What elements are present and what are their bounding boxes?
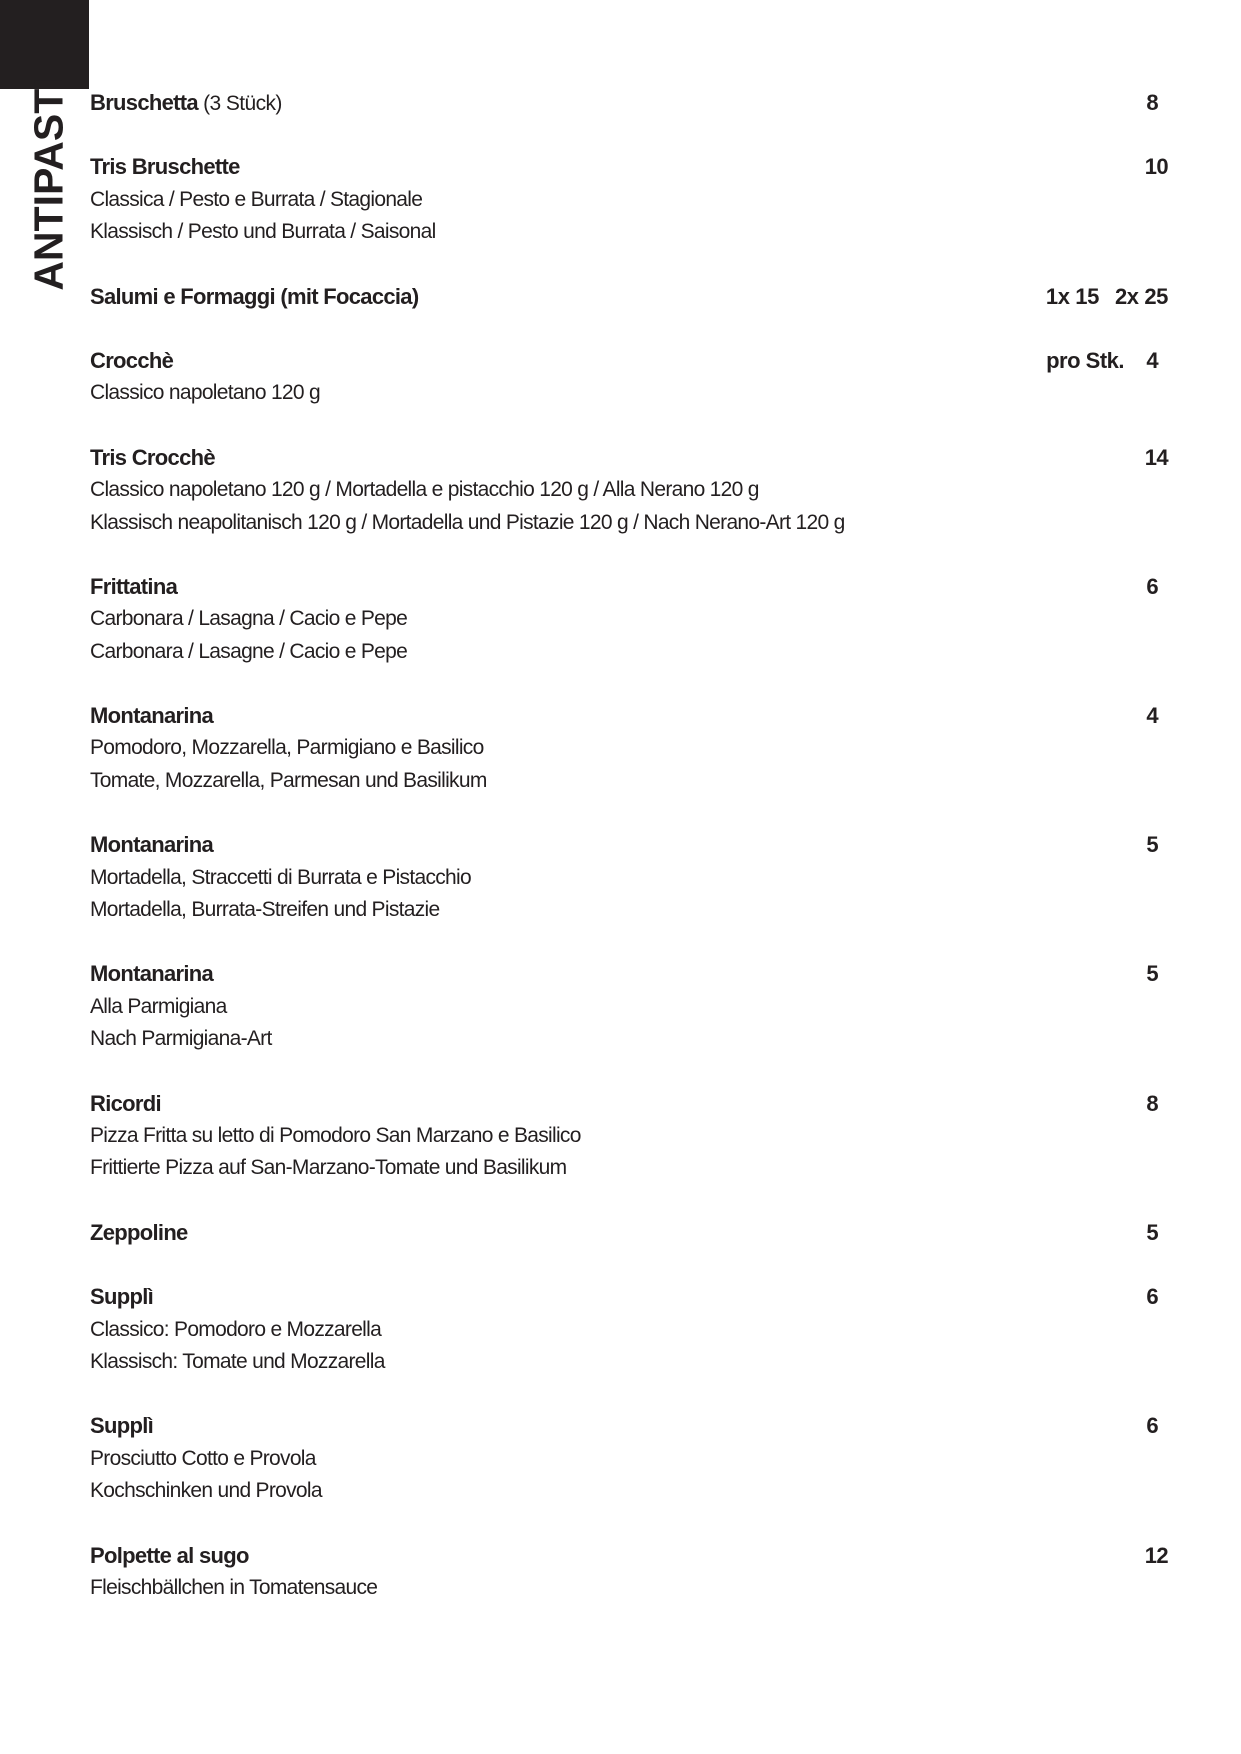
- menu-item: [90, 87, 1170, 119]
- item-price: 8: [1146, 1090, 1158, 1116]
- menu-item: [90, 700, 1170, 797]
- menu-item: [90, 958, 1170, 1055]
- menu-item: [90, 1281, 1170, 1378]
- menu-item: [90, 571, 1170, 668]
- item-description-de: Tomate, Mozzarella, Parmesan und Basilikum: [90, 768, 487, 792]
- item-description-de: Frittierte Pizza auf San-Marzano-Tomate und Basilikum: [90, 1156, 567, 1180]
- menu-item: [90, 442, 1170, 539]
- item-price-option: 1x 15: [1045, 283, 1099, 309]
- item-description-de: Klassisch: Tomate und Mozzarella: [90, 1349, 385, 1373]
- menu-item: [90, 1217, 1170, 1249]
- item-qualifier: (3 Stück): [197, 92, 282, 115]
- item-price: 4: [1146, 347, 1158, 373]
- item-name: Polpette al sugo: [90, 1542, 249, 1568]
- item-price-unit: pro Stk.: [1046, 347, 1124, 373]
- item-description-de: Klassisch / Pesto und Burrata / Saisonal: [90, 220, 436, 244]
- menu-item: [90, 151, 1170, 248]
- menu-item: [90, 1088, 1170, 1185]
- item-name: Ricordi: [90, 1090, 161, 1116]
- item-description-it: Classico napoletano 120 g / Mortadella e pistacchio 120 g / Alla Nerano 120 g: [90, 478, 759, 502]
- menu-item: [90, 829, 1170, 926]
- item-price: 8: [1146, 90, 1158, 115]
- item-name: Montanarina: [90, 832, 214, 858]
- item-name: Bruschetta: [90, 90, 198, 115]
- item-name: Tris Bruschette: [90, 154, 240, 180]
- item-description-it: Classica / Pesto e Burrata / Stagionale: [90, 187, 423, 211]
- menu-item: [90, 345, 1170, 410]
- item-name: Frittatina: [90, 573, 178, 599]
- item-price: 12: [1144, 1542, 1168, 1568]
- item-name: Salumi e Formaggi (mit Focaccia): [90, 283, 419, 309]
- item-price: 6: [1146, 1284, 1158, 1310]
- item-name: Crocchè: [90, 347, 174, 373]
- item-name: Montanarina: [90, 703, 214, 729]
- item-description-it: Alla Parmigiana: [90, 994, 227, 1018]
- item-name: Supplì: [90, 1413, 154, 1439]
- item-price-options: [1046, 281, 1168, 313]
- item-price: 5: [1146, 832, 1158, 858]
- corner-block: [0, 0, 89, 89]
- item-description-de: Kochschinken und Provola: [90, 1479, 322, 1503]
- item-description-it: Classico: Pomodoro e Mozzarella: [90, 1317, 382, 1341]
- item-description-de: Fleischbällchen in Tomatensauce: [90, 1575, 378, 1599]
- item-description-de: Mortadella, Burrata-Streifen und Pistazie: [90, 898, 440, 922]
- item-description-it: Classico napoletano 120 g: [90, 381, 321, 405]
- menu-item: [90, 1540, 1170, 1605]
- item-name: Supplì: [90, 1284, 154, 1310]
- menu-item: [90, 1410, 1170, 1507]
- item-description-it: Prosciutto Cotto e Provola: [90, 1446, 316, 1470]
- item-price-option: 2x 25: [1114, 283, 1168, 309]
- item-description-it: Pomodoro, Mozzarella, Parmigiano e Basilico: [90, 736, 484, 760]
- item-price: 14: [1144, 444, 1168, 470]
- item-description-it: Mortadella, Straccetti di Burrata e Pistacchio: [90, 865, 471, 889]
- item-name: Tris Crocchè: [90, 444, 215, 470]
- item-description-de: Carbonara / Lasagne / Cacio e Pepe: [90, 639, 408, 663]
- item-name: Montanarina: [90, 961, 214, 987]
- item-name: Zeppoline: [90, 1219, 188, 1245]
- item-price: 5: [1146, 961, 1158, 987]
- item-description-de: Nach Parmigiana-Art: [90, 1027, 272, 1051]
- menu-list: [90, 87, 1170, 1604]
- item-price: 6: [1146, 573, 1158, 599]
- item-description-it: Carbonara / Lasagna / Cacio e Pepe: [90, 607, 408, 631]
- item-price: 10: [1144, 154, 1168, 180]
- section-title: ANTIPASTI: [25, 77, 72, 291]
- item-description-it: Pizza Fritta su letto di Pomodoro San Marzano e Basilico: [90, 1123, 581, 1147]
- item-price: 4: [1146, 703, 1158, 729]
- menu-item: [90, 281, 1170, 313]
- item-description-de: Klassisch neapolitanisch 120 g / Mortadella und Pistazie 120 g / Nach Nerano-Art 120 g: [90, 510, 845, 534]
- item-price: 5: [1146, 1219, 1158, 1245]
- item-price: 6: [1146, 1413, 1158, 1439]
